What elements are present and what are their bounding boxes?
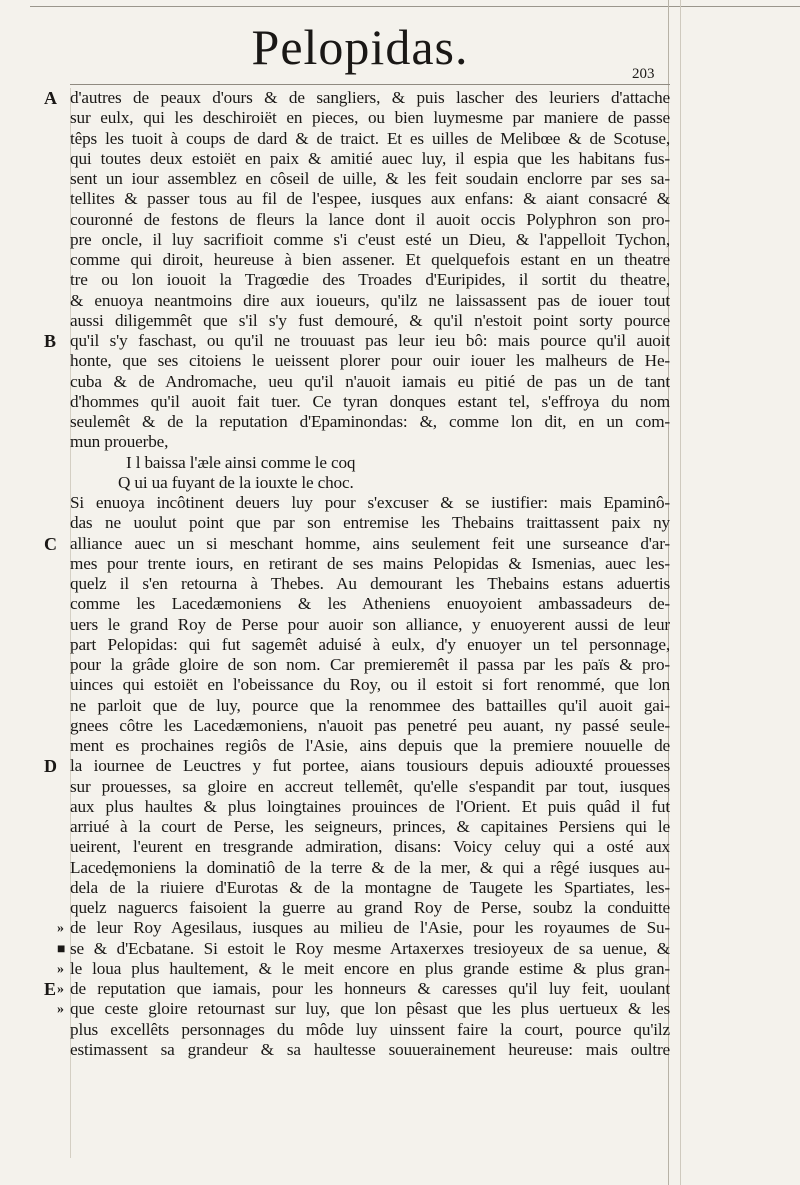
text-line: sent un iour assemblez en côseil de uille, & les feit soudain enclorre par ses sa- — [70, 169, 670, 188]
text-line: sur eulx, qui les deschiroiët en pieces, ou bien luymesme par maniere de passe — [70, 108, 670, 128]
running-head — [0, 18, 800, 76]
header-rule — [70, 84, 670, 85]
text-line: cuba & de Andromache, ueu qu'il n'auoit iamais eu pitié de pas un de tant — [70, 371, 670, 391]
text-line: sur prouesses, sa gloire en accreut tellemêt, qu'elle s'espandit par tout, iusques — [70, 776, 670, 796]
text-line: arriué à la court de Perse, les seigneurs, princes, & capitaines Persiens qui le — [70, 817, 670, 836]
text-line: seulemêt & de la reputation d'Epaminondas: &, comme lon dit, en un com- — [70, 412, 670, 431]
text-line: tre ou lon iouoit la Tragœdie des Troades d'Euripides, il sortit du theatre, — [70, 270, 670, 290]
text-line: aussi diligemmêt que s'il s'y fust demouré, & qu'il n'estoit point sorty pource — [70, 310, 670, 330]
text-line: das ne uoulut point que par son entremise les Thebains traittassent paix ny — [70, 513, 670, 533]
text-line: Q ui ua fuyant de la iouxte le choc. — [118, 472, 354, 492]
text-line: mun prouerbe, — [70, 432, 169, 452]
text-line: I l baissa l'æle ainsi comme le coq — [126, 452, 356, 472]
margin-letter: C — [44, 533, 57, 554]
top-edge-rule — [30, 6, 800, 7]
text-line: pre oncle, il luy sacrifioit comme s'i c'eust esté un Dieu, & l'appelloit Tychon, — [70, 229, 670, 249]
text-line: & enuoya neantmoins dire aux ioueurs, qu'ilz ne laissassent pas de iouer tout — [70, 290, 670, 310]
text-line: ment es prochaines regiôs de l'Asie, ains depuis que la premiere nouuelle de — [70, 736, 670, 755]
margin-quote-mark: » — [57, 921, 64, 937]
text-line: la iournee de Leuctres y fut portee, aians tousiours depuis adiouxté prouesses — [70, 756, 670, 776]
text-line: couronné de festons de fleurs la lance dont il auoit occis Polyphron son pro- — [70, 209, 670, 229]
text-line: part Pelopidas: qui fut sagemêt aduisé à eulx, d'y enuoyer un tel personnage, — [70, 634, 670, 654]
text-line: que ceste gloire retournast sur luy, que lon pêsast que les plus uertueux & les — [70, 999, 670, 1019]
text-line: de leur Roy Agesilaus, iusques au milieu de l'Asie, pour les royaumes de Su- — [70, 918, 670, 938]
body-text — [70, 88, 670, 1060]
margin-quote-mark: ■ — [57, 941, 66, 957]
running-head-text: Pelopidas. — [251, 19, 469, 75]
text-line: plus excellêts personnages du môde luy uinssent faire la court, pource qu'ilz — [70, 1019, 670, 1039]
text-line: dela de la riuiere d'Eurotas & de la montagne de Taugete les Spartiates, les- — [70, 877, 670, 897]
page-number: 203 — [632, 66, 655, 82]
text-line: se & d'Ecbatane. Si estoit le Roy mesme Artaxerxes tresioyeux de sa uenue, & — [70, 938, 670, 958]
margin-letter: A — [44, 88, 57, 108]
text-line: gnees côtre les Lacedæmoniens, n'auoit pas penetré peu auant, ny passé seule- — [70, 715, 670, 735]
text-line: le loua plus haultement, & le meit encore en plus grande estime & plus gran- — [70, 958, 670, 978]
text-line: quelz naguercs faisoient la guerre au grand Roy de Perse, soubz la conduitte — [70, 898, 670, 917]
margin-letter: E — [44, 979, 57, 999]
text-line: mes pour trente iours, en retirant de ses mains Pelopidas & Ismenias, auec les- — [70, 553, 670, 573]
text-line: aux plus haultes & plus loingtaines prouinces de l'Orient. Et puis quâd il fut — [70, 796, 670, 816]
text-line: d'hommes qu'il auoit fait tuer. Ce tyran donques estant tel, s'effroya du nom — [70, 391, 670, 411]
text-line: de reputation que iamais, pour les honneurs & caresses qu'il luy feit, uoulant — [70, 979, 670, 998]
margin-quote-mark: » — [57, 961, 64, 977]
text-line: d'autres de peaux d'ours & de sangliers, & puis lascher des leuriers d'attache — [70, 88, 670, 107]
text-line: comme les Lacedæmoniens & les Atheniens enuoyoient ambassadeurs de- — [70, 594, 670, 614]
text-line: estimassent sa grandeur & sa haultesse souuerainement heureuse: mais oultre — [70, 1039, 670, 1059]
text-line: Si enuoya incôtinent deuers luy pour s'excuser & se iustifier: mais Epaminô- — [70, 493, 670, 512]
text-line: tellites & passer tous au fil de l'espee, iusques aux enfans: & aiant consacré & — [70, 189, 670, 209]
text-line: quelz il s'en retourna à Thebes. Au demourant les Thebains estans aduertis — [70, 574, 670, 593]
text-line: uinces qui estoiët en l'obeissance du Roy, ou il estoit si fort renommé, que lon — [70, 675, 670, 695]
text-line: comme qui diroit, heureuse à bien assener. Et quelquefois estant en un theatre — [70, 250, 670, 269]
margin-letter: D — [44, 756, 57, 777]
text-line: ne parloit que de luy, pource que la renommee des battailles qu'il auoit gai- — [70, 695, 670, 715]
text-line: uers le grand Roy de Perse pour auoir son alliance, y enuoyerent aussi de leur — [70, 614, 670, 634]
text-line: Lacedęmoniens la dominatiô de la terre & de la mer, & qui a rêgé iusques au- — [70, 857, 670, 877]
text-line: qu'il s'y faschast, ou qu'il ne trouuast pas leur ieu bô: mais pource qu'il auoit — [70, 331, 670, 350]
text-line: ueirent, l'eurent en tresgrande admiration, disans: Voicy celuy qui a osté aux — [70, 837, 670, 857]
margin-letter: B — [44, 331, 57, 351]
text-line: honte, que ses citoiens le ueissent plorer pour ouir iouer les malheurs de He- — [70, 351, 670, 371]
text-line: qui toutes deux estoiët en paix & amitié auec luy, il espia que les habitans fus- — [70, 148, 670, 168]
right-outer-rule — [680, 0, 681, 1185]
margin-quote-mark: » — [57, 982, 64, 997]
text-line: alliance auec un si meschant homme, ains seulement feit une surseance d'ar- — [70, 533, 670, 553]
margin-quote-mark: » — [57, 1002, 64, 1018]
text-line: pour la grâde gloire de son nom. Car premieremêt il passa par les païs & pro- — [70, 655, 670, 674]
text-line: têps les tuoit à coups de dard & de traict. Et es uilles de Melibœe & de Scotuse, — [70, 128, 670, 148]
